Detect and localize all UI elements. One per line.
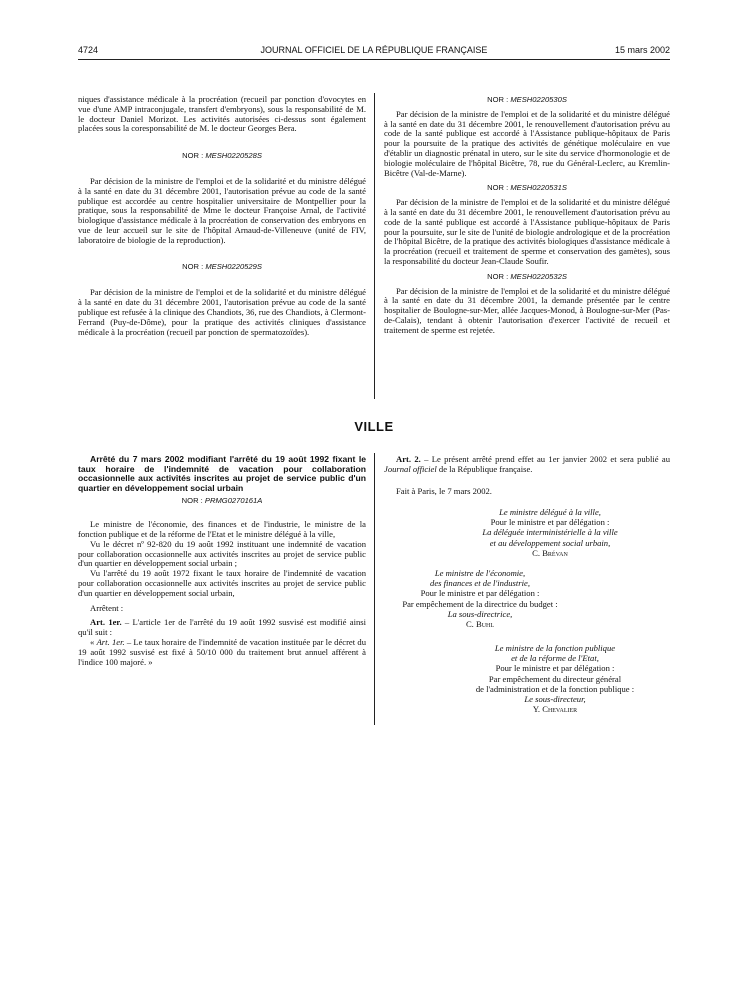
right-column bbox=[384, 95, 670, 336]
quote-label: Art. 1er. bbox=[96, 636, 125, 647]
signatory-name: C. Brévan bbox=[532, 547, 568, 558]
article-1 bbox=[78, 618, 366, 638]
header-rule bbox=[78, 59, 670, 60]
signatory-role: et de la réforme de l'Etat, bbox=[511, 653, 599, 664]
nor-reference bbox=[78, 262, 366, 272]
nor-reference bbox=[384, 272, 670, 282]
column-divider-top bbox=[374, 93, 375, 399]
article-1-quote bbox=[78, 638, 366, 667]
paragraph: niques d'assistance médicale à la procréation (recueil par ponction d'ovocytes en vue d'une AMP intraconjugale, transfert d'embryons), sous la responsabilité de M. le docteur Daniel Morizot. Les activités autorisées ci-dessus sont également placées sous la coresponsabilité de M. le docteur Georges Bera. bbox=[78, 94, 366, 134]
paragraph: Par décision de la ministre de l'emploi et de la solidarité et du ministre délégué à la santé en date du 31 décembre 2001, le renouvellement d'autorisation prévu au code de la santé publique est accordé à l'Assistance publique-hôpitaux de Paris pour la poursuite de la pratique des activités de génétique moléculaire en vue d'établir un diagnostic prénatal in utero, sur le site du service d'hormonologie et de biologie moléculaire de l'hôpital Bicêtre, 78, rue du Général-Leclerc, au Kremlin-Bicêtre (Val-de-Marne). bbox=[384, 108, 670, 178]
nor-label: NOR : bbox=[181, 496, 203, 506]
signature-block-economie bbox=[370, 568, 590, 629]
journal-title: JOURNAL OFFICIEL DE LA RÉPUBLIQUE FRANÇAISE bbox=[260, 45, 488, 55]
signatory-role: Le ministre de l'économie, bbox=[434, 568, 526, 578]
section-title: VILLE bbox=[354, 419, 394, 434]
signatory-title: Le sous-directeur, bbox=[524, 694, 586, 705]
empechement-line: Par empêchement du directeur général bbox=[488, 673, 622, 684]
nor-label: NOR : bbox=[182, 151, 204, 161]
nor-reference bbox=[384, 183, 670, 193]
arrete-left-column bbox=[78, 455, 366, 667]
nor-reference bbox=[384, 95, 670, 105]
empechement-line: Par empêchement de la directrice du budget : bbox=[402, 598, 558, 609]
nor-label: NOR : bbox=[487, 95, 509, 104]
page-number: 4724 bbox=[78, 45, 99, 55]
nor-label: NOR : bbox=[487, 183, 509, 193]
quote-open: « bbox=[90, 636, 97, 647]
arretent-line: Arrêtent : bbox=[90, 602, 124, 613]
paragraph: Par décision de la ministre de l'emploi et de la solidarité et du ministre délégué à la santé en date du 31 décembre 2001, la demande présentée par le centre hospitalier de Boulogne-sur-Mer, allée Jacques-Monod, à Boulogne-sur-Mer (Pas-de-Calais), tendant à obtenir l'autorisation d'exercer l'activité de recueil et traitement de sperme est rejetée. bbox=[384, 285, 670, 335]
article-2-label: Art. 2. bbox=[396, 454, 421, 464]
empechement-line: de l'administration et de la fonction publique : bbox=[475, 683, 635, 694]
nor-code: MESH0220531S bbox=[510, 183, 567, 193]
nor-reference bbox=[78, 496, 366, 506]
delegation-line: Pour le ministre et par délégation : bbox=[420, 588, 540, 599]
signatory-title: La déléguée interministérielle à la ville bbox=[482, 527, 618, 538]
signatory-role: Le ministre de la fonction publique bbox=[494, 643, 616, 653]
signatory-role: des finances et de l'industrie, bbox=[430, 578, 530, 589]
signature-block-fonction-publique bbox=[455, 643, 655, 714]
article-1-label: Art. 1er. bbox=[90, 617, 122, 628]
nor-label: NOR : bbox=[182, 261, 204, 271]
left-column bbox=[78, 95, 366, 337]
arrete-title: Arrêté du 7 mars 2002 modifiant l'arrêté du 19 août 1992 fixant le taux horaire de l'indemnité de vacation pour collaboration occasionnelle aux activités inscrites au projet de service public d'un quartier en développement social urbain bbox=[78, 454, 366, 493]
nor-code: MESH0220529S bbox=[205, 261, 262, 271]
paragraph: Par décision de la ministre de l'emploi et de la solidarité et du ministre délégué à la santé en date du 31 décembre 2001, l'autorisation prévue au code de la santé publique est refusée à la clinique des Chandiots, 36, rue des Chandiots, à Clermont-Ferrand (Puy-de-Dôme), pour la pratique des activités cliniques d'assistance médicale à la procréation (recueil par ponction de spermatozoïdes). bbox=[78, 287, 366, 337]
signatory-title: La sous-directrice, bbox=[447, 608, 513, 619]
nor-code: MESH0220530S bbox=[510, 95, 567, 104]
paragraph: Le ministre de l'économie, des finances et de l'industrie, le ministre de la fonction publique et de la réforme de l'Etat et le ministre délégué à la ville, bbox=[78, 519, 366, 539]
nor-code: PRMG0270161A bbox=[204, 496, 263, 506]
article-2-journal: Journal officiel bbox=[384, 463, 437, 474]
paragraph: Par décision de la ministre de l'emploi et de la solidarité et du ministre délégué à la santé en date du 31 décembre 2001, l'autorisation prévue au code de la santé publique est accordée au centre hospitalier universitaire de Montpellier pour la pratique, sous la responsabilité de Mme le docteur Françoise Arnal, de l'activité biologique d'assistance médicale à la procréation de conservation des embryons en vue de leur accueil sur le site de l'hôpital Arnaud-de-Villeneuve (unité de FIV, laboratoire de biologie de la reproduction). bbox=[78, 175, 366, 245]
signature-block-ville bbox=[440, 507, 660, 558]
quote-text: – Le taux horaire de l'indemnité de vacation instituée par le décret du 19 août 1992 susvisé est fixé à 50/10 000 du traitement brut annuel afférent à l'indice 100 majoré. » bbox=[78, 636, 366, 667]
delegation-line: Pour le ministre et par délégation : bbox=[490, 517, 610, 528]
nor-code: MESH0220532S bbox=[510, 271, 567, 281]
paragraph: Par décision de la ministre de l'emploi et de la solidarité et du ministre délégué à la santé en date du 31 décembre 2001, le renouvellement d'autorisation prévu au code de la santé publique est accordé à l'Assistance publique-hôpitaux de Paris pour la poursuite, sur le site de l'unité de biologie andrologique et de la procréation de l'hôpital Bicêtre, de la pratique des activités biologiques d'assistance médicale à la procréation (recueil et traitement de sperme et conservation des gamètes), sous la responsabilité du docteur Jean-Claude Soufir. bbox=[384, 197, 670, 266]
signatory-name: Y. Chevalier bbox=[532, 704, 578, 715]
signatory-name: C. Buhl bbox=[465, 619, 495, 630]
signatory-title: et au développement social urbain, bbox=[489, 537, 611, 548]
nor-code: MESH0220528S bbox=[205, 151, 262, 161]
nor-label: NOR : bbox=[487, 271, 509, 281]
paragraph: Vu le décret nº 92-820 du 19 août 1992 instituant une indemnité de vacation pour collaboration occasionnelle aux activités inscrites au projet de service public d'un quartier en développement social urbain ; bbox=[78, 538, 366, 569]
nor-reference bbox=[78, 151, 366, 161]
article-2-end: de la République française. bbox=[436, 463, 533, 474]
article-1-text: – L'article 1er de l'arrêté du 19 août 1992 susvisé est modifié ainsi qu'il suit : bbox=[78, 617, 366, 638]
fait-line: Fait à Paris, le 7 mars 2002. bbox=[396, 485, 492, 496]
article-2 bbox=[384, 455, 670, 475]
publication-date: 15 mars 2002 bbox=[614, 45, 670, 55]
signatory-role: Le ministre délégué à la ville, bbox=[499, 507, 601, 517]
article-2-text: – Le présent arrêté prend effet au 1er janvier 2002 et sera publié au bbox=[420, 454, 670, 464]
delegation-line: Pour le ministre et par délégation : bbox=[495, 663, 615, 674]
paragraph: Vu l'arrêté du 19 août 1972 fixant le taux horaire de l'indemnité de vacation pour collaboration occasionnelle aux activités inscrites au projet de service public d'un quartier en développement social urbain, bbox=[78, 568, 366, 598]
arrete-right-column bbox=[384, 455, 670, 496]
